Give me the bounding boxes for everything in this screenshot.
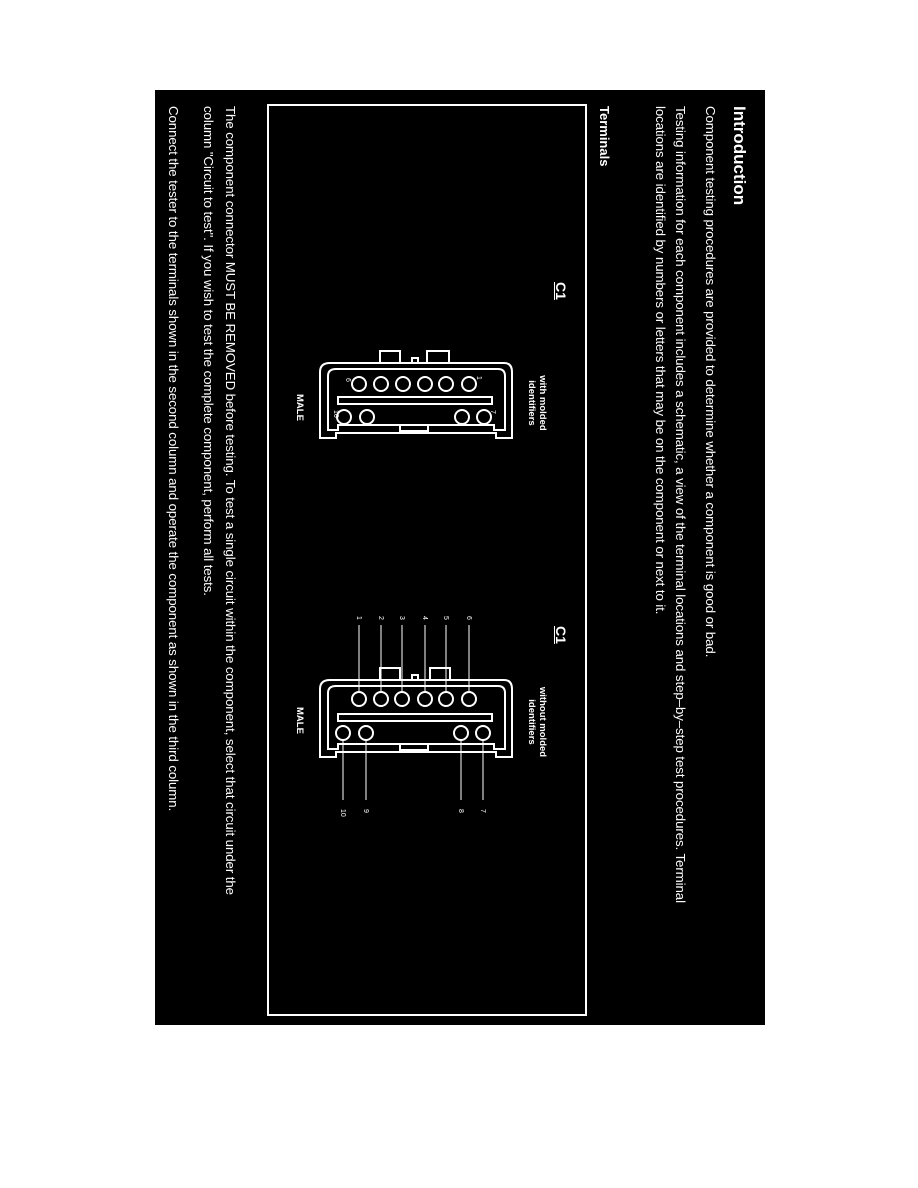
pin-label-bottom-10: 10: [339, 809, 346, 817]
pin-label-7: 7: [489, 410, 496, 414]
pin-label-top-4: 4: [421, 616, 428, 620]
connector-2-gender: MALE: [294, 707, 305, 734]
pin-label-10: 10: [332, 410, 339, 418]
connector-2-id: C1: [553, 626, 569, 644]
testing-info-line-1: Testing information for each component includes a schematic, a view of the terminal locations and step–by–step test procedures. Terminal: [673, 106, 688, 903]
connector-diagram-1: [320, 351, 512, 438]
connector-2-caption: without molded identifiers: [526, 686, 548, 758]
connector-1-id: C1: [553, 282, 569, 300]
connector-1-gender: MALE: [294, 394, 305, 421]
terminals-heading: Terminals: [597, 106, 612, 167]
pin-label-top-2: 2: [377, 616, 384, 620]
pin-label-bottom-8: 8: [457, 809, 464, 813]
pin-label-bottom-9: 9: [362, 809, 369, 813]
intro-paragraph: Component testing procedures are provided to determine whether a component is good or bad.: [703, 106, 718, 658]
connect-paragraph: Connect the tester to the terminals shown in the second column and operate the component as shown in the third column.: [166, 106, 181, 812]
removal-line-1: The component connector MUST BE REMOVED before testing. To test a single circuit within the component, select that circuit under the: [223, 106, 238, 895]
pin-label-6: 6: [344, 378, 351, 382]
connector-diagram-2: [320, 625, 512, 800]
connector-1-caption: with molded identifiers: [526, 375, 548, 431]
pin-label-top-1: 1: [355, 616, 362, 620]
pin-label-top-6: 6: [465, 616, 472, 620]
testing-info-line-2: locations are identified by numbers or letters that may be on the component or next to it.: [653, 106, 668, 615]
pin-label-bottom-7: 7: [479, 809, 486, 813]
terminals-box: [268, 105, 586, 1015]
pin-label-1: 1: [475, 376, 482, 380]
pin-label-top-5: 5: [442, 616, 449, 620]
page-title: Introduction: [730, 106, 749, 206]
pin-label-top-3: 3: [398, 616, 405, 620]
removal-line-2: column "Circuit to test". If you wish to test the complete component, perform all tests.: [201, 106, 216, 596]
